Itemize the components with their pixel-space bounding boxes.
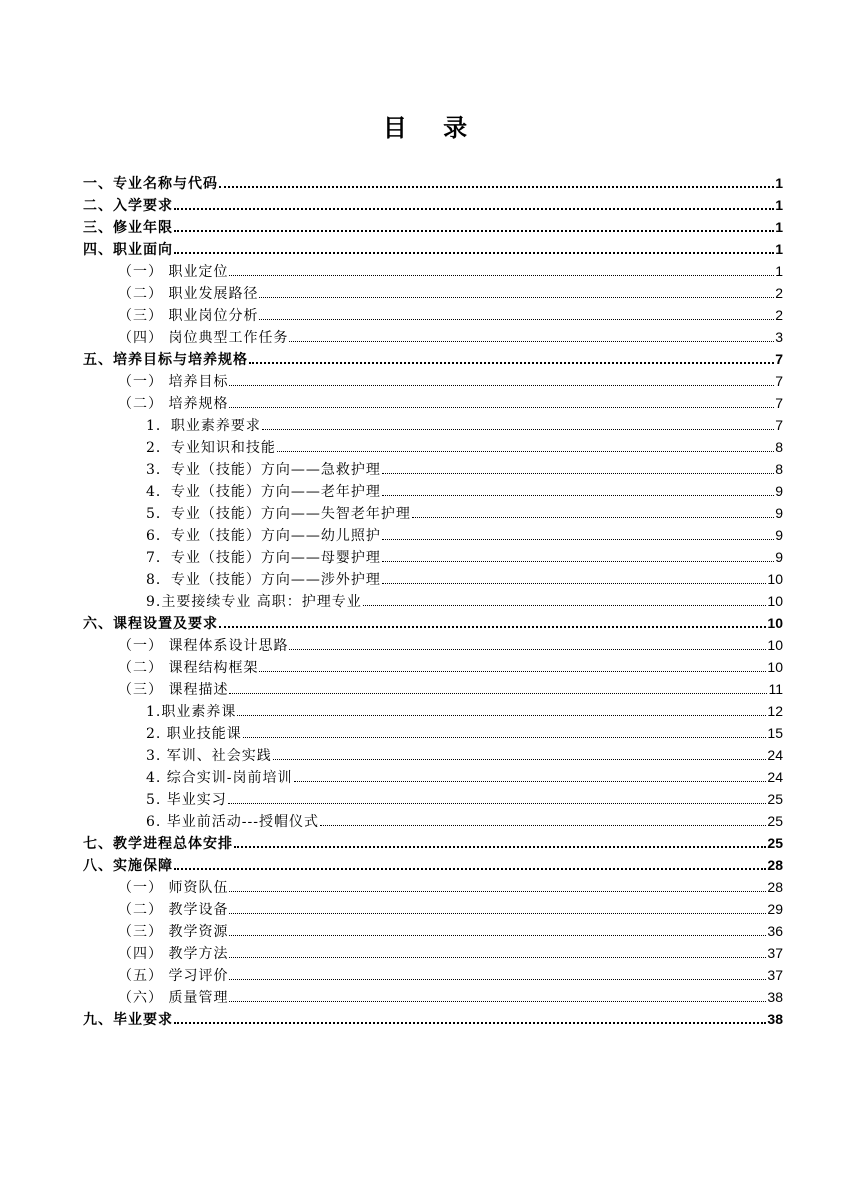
toc-entry[interactable] (83, 194, 783, 216)
toc-entry-label: （一） 师资队伍 (118, 880, 229, 896)
toc-dot-leader (229, 890, 766, 892)
toc-entry-label: 三、修业年限 (83, 220, 173, 236)
toc-entry-label: 6．专业（技能）方向——幼儿照护 (146, 528, 381, 544)
toc-entry-page-number: 38 (767, 989, 783, 1005)
toc-entry-page-number: 24 (767, 769, 783, 785)
toc-entry-label: 3. 军训、社会实践 (146, 748, 272, 764)
toc-entry-label: 四、职业面向 (83, 242, 173, 258)
toc-entry[interactable] (83, 722, 783, 744)
toc-entry-label: （三） 教学资源 (118, 924, 229, 940)
toc-entry-page-number: 9 (775, 527, 783, 543)
toc-dot-leader (229, 912, 766, 914)
toc-dot-leader (229, 978, 766, 980)
toc-entry-page-number: 37 (767, 967, 783, 983)
toc-dot-leader (289, 340, 774, 342)
toc-dot-leader (259, 318, 774, 320)
toc-entry-label: 4．专业（技能）方向——老年护理 (146, 484, 381, 500)
toc-entry[interactable] (83, 612, 783, 634)
toc-entry-page-number: 24 (767, 747, 783, 763)
toc-entry-label: 1.职业素养课 (146, 704, 237, 720)
toc-entry[interactable] (83, 744, 783, 766)
toc-entry[interactable] (83, 326, 783, 348)
toc-entry-page-number: 7 (775, 395, 783, 411)
toc-dot-leader (289, 648, 766, 650)
toc-entry-page-number: 25 (767, 835, 783, 851)
toc-entry[interactable] (83, 766, 783, 788)
toc-entry-page-number: 10 (767, 659, 783, 675)
toc-entry-page-number: 7 (775, 417, 783, 433)
toc-entry-label: （二） 教学设备 (118, 902, 229, 918)
toc-entry-page-number: 10 (767, 593, 783, 609)
toc-entry-page-number: 2 (775, 307, 783, 323)
toc-dot-leader (174, 207, 774, 210)
toc-dot-leader (237, 714, 766, 716)
toc-entry-label: 六、课程设置及要求 (83, 616, 218, 632)
toc-entry-label: 5．专业（技能）方向——失智老年护理 (146, 506, 411, 522)
toc-entry-label: 二、入学要求 (83, 198, 173, 214)
toc-entry[interactable] (83, 986, 783, 1008)
toc-entry[interactable] (83, 348, 783, 370)
toc-dot-leader (174, 251, 774, 254)
toc-dot-leader (382, 494, 774, 496)
toc-dot-leader (320, 824, 766, 826)
toc-dot-leader (219, 625, 766, 628)
toc-entry-page-number: 9 (775, 549, 783, 565)
toc-entry-label: （二） 培养规格 (118, 396, 229, 412)
toc-entry-label: 2．专业知识和技能 (146, 440, 276, 456)
toc-entry-page-number: 3 (775, 329, 783, 345)
toc-dot-leader (234, 845, 766, 848)
toc-entry-page-number: 7 (775, 351, 783, 367)
toc-entry[interactable] (83, 854, 783, 876)
toc-entry[interactable] (83, 810, 783, 832)
toc-entry-page-number: 25 (767, 791, 783, 807)
toc-entry[interactable] (83, 392, 783, 414)
toc-entry-label: 5. 毕业实习 (146, 792, 227, 808)
toc-dot-leader (174, 867, 766, 870)
toc-entry-label: （四） 岗位典型工作任务 (118, 330, 289, 346)
toc-dot-leader (262, 428, 774, 430)
toc-entry-label: 一、专业名称与代码 (83, 176, 218, 192)
toc-entry[interactable] (83, 590, 783, 612)
toc-dot-leader (382, 560, 774, 562)
toc-entry-label: 九、毕业要求 (83, 1012, 173, 1028)
toc-entry-label: （一） 职业定位 (118, 264, 229, 280)
toc-entry-label: 七、教学进程总体安排 (83, 836, 233, 852)
toc-entry-page-number: 11 (768, 681, 783, 697)
toc-dot-leader (229, 692, 767, 694)
toc-entry-label: （一） 培养目标 (118, 374, 229, 390)
toc-entry-label: 9.主要接续专业 高职：护理专业 (146, 594, 362, 610)
toc-entry-page-number: 12 (767, 703, 783, 719)
toc-entry-page-number: 10 (767, 571, 783, 587)
toc-dot-leader (174, 229, 774, 232)
toc-entry-label: （三） 职业岗位分析 (118, 308, 259, 324)
toc-title: 目 录 (382, 114, 482, 142)
toc-dot-leader (229, 274, 774, 276)
toc-list (83, 172, 783, 1030)
toc-dot-leader (259, 296, 774, 298)
toc-entry[interactable] (83, 1008, 783, 1030)
toc-entry-page-number: 1 (775, 175, 783, 191)
toc-entry-page-number: 1 (775, 263, 783, 279)
toc-entry[interactable] (83, 436, 783, 458)
toc-entry-label: 6. 毕业前活动---授帽仪式 (146, 814, 319, 830)
toc-entry-page-number: 29 (767, 901, 783, 917)
toc-entry-page-number: 28 (767, 857, 783, 873)
toc-entry[interactable] (83, 216, 783, 238)
toc-entry-label: 2. 职业技能课 (146, 726, 242, 742)
toc-entry-page-number: 10 (767, 615, 783, 631)
toc-dot-leader (294, 780, 767, 782)
toc-dot-leader (228, 802, 767, 804)
toc-entry-page-number: 15 (767, 725, 783, 741)
toc-entry[interactable] (83, 480, 783, 502)
toc-entry[interactable] (83, 876, 783, 898)
toc-entry[interactable] (83, 788, 783, 810)
toc-entry-page-number: 36 (767, 923, 783, 939)
toc-dot-leader (277, 450, 774, 452)
toc-entry-page-number: 38 (767, 1011, 783, 1027)
toc-dot-leader (229, 934, 766, 936)
toc-entry[interactable] (83, 546, 783, 568)
toc-entry-page-number: 7 (775, 373, 783, 389)
toc-dot-leader (382, 472, 774, 474)
toc-entry-page-number: 8 (775, 439, 783, 455)
toc-entry[interactable] (83, 458, 783, 480)
toc-entry[interactable] (83, 238, 783, 260)
toc-entry-label: 五、培养目标与培养规格 (83, 352, 248, 368)
toc-entry-label: 1．职业素养要求 (146, 418, 261, 434)
toc-entry-label: （一） 课程体系设计思路 (118, 638, 289, 654)
toc-dot-leader (229, 406, 774, 408)
toc-entry-label: （二） 课程结构框架 (118, 660, 259, 676)
toc-dot-leader (273, 758, 767, 760)
toc-entry[interactable] (83, 172, 783, 194)
toc-entry[interactable] (83, 656, 783, 678)
toc-dot-leader (219, 185, 774, 188)
toc-entry[interactable] (83, 700, 783, 722)
toc-entry-label: （五） 学习评价 (118, 968, 229, 984)
toc-dot-leader (229, 384, 774, 386)
toc-entry[interactable] (83, 898, 783, 920)
toc-entry[interactable] (83, 568, 783, 590)
toc-entry[interactable] (83, 942, 783, 964)
toc-entry[interactable] (83, 634, 783, 656)
toc-entry-page-number: 10 (767, 637, 783, 653)
toc-entry-page-number: 1 (775, 241, 783, 257)
toc-entry-label: 3．专业（技能）方向——急救护理 (146, 462, 381, 478)
toc-entry-page-number: 8 (775, 461, 783, 477)
toc-entry-page-number: 37 (767, 945, 783, 961)
toc-entry[interactable] (83, 832, 783, 854)
toc-entry-label: 八、实施保障 (83, 858, 173, 874)
toc-entry[interactable] (83, 414, 783, 436)
toc-entry[interactable] (83, 260, 783, 282)
toc-dot-leader (174, 1021, 766, 1024)
toc-entry-label: 4. 综合实训-岗前培训 (146, 770, 293, 786)
toc-entry-page-number: 2 (775, 285, 783, 301)
toc-dot-leader (363, 604, 767, 606)
toc-entry[interactable] (83, 964, 783, 986)
toc-dot-leader (382, 582, 767, 584)
toc-entry-page-number: 9 (775, 505, 783, 521)
toc-entry[interactable] (83, 304, 783, 326)
toc-dot-leader (249, 361, 774, 364)
toc-entry-label: （二） 职业发展路径 (118, 286, 259, 302)
toc-entry[interactable] (83, 920, 783, 942)
toc-entry[interactable] (83, 502, 783, 524)
toc-entry-label: （六） 质量管理 (118, 990, 229, 1006)
toc-dot-leader (259, 670, 766, 672)
toc-entry-page-number: 28 (767, 879, 783, 895)
toc-dot-leader (382, 538, 774, 540)
toc-entry[interactable] (83, 282, 783, 304)
toc-dot-leader (229, 1000, 766, 1002)
toc-entry-label: （三） 课程描述 (118, 682, 229, 698)
toc-entry-page-number: 9 (775, 483, 783, 499)
toc-entry[interactable] (83, 678, 783, 700)
toc-entry[interactable] (83, 370, 783, 392)
toc-entry-page-number: 1 (775, 219, 783, 235)
toc-dot-leader (243, 736, 767, 738)
toc-entry[interactable] (83, 524, 783, 546)
toc-dot-leader (229, 956, 766, 958)
toc-entry-label: 8．专业（技能）方向——涉外护理 (146, 572, 381, 588)
toc-entry-page-number: 1 (775, 197, 783, 213)
toc-entry-page-number: 25 (767, 813, 783, 829)
toc-dot-leader (412, 516, 774, 518)
toc-entry-label: （四） 教学方法 (118, 946, 229, 962)
toc-entry-label: 7．专业（技能）方向——母婴护理 (146, 550, 381, 566)
